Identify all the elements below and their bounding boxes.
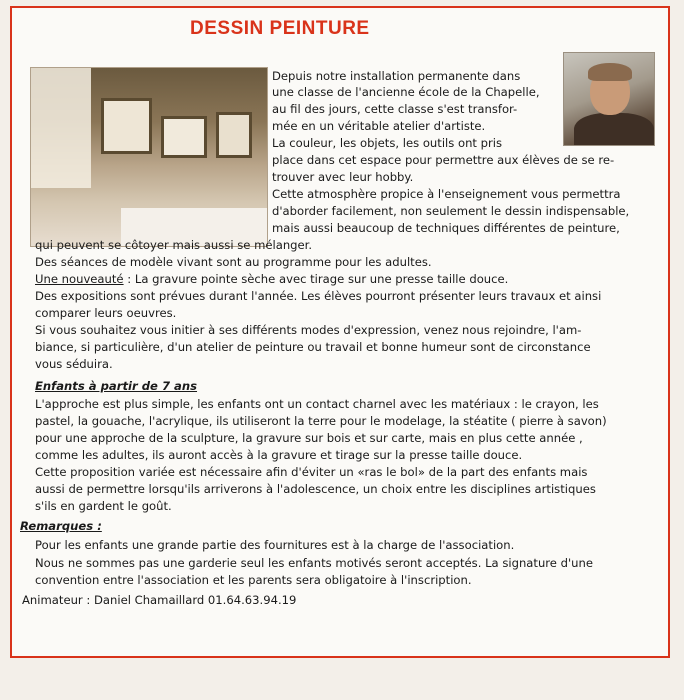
enfants-line: comme les adultes, ils auront accès à la gravure et tirage sur la presse taille douce. [35, 448, 523, 462]
body-line: Si vous souhaitez vous initier à ses différents modes d'expression, venez nous rejoindre, l'am- [35, 323, 582, 337]
nouveaute-line [35, 271, 508, 287]
enfants-line: pour une approche de la sculpture, la gravure sur bois et sur carte, mais en plus cette année , [35, 431, 583, 445]
intro-line: La couleur, les objets, les outils ont pris [272, 136, 503, 150]
body-line: Des séances de modèle vivant sont au programme pour les adultes. [35, 255, 432, 269]
easel-painting [216, 112, 252, 158]
remarques-line: Nous ne sommes pas une garderie seul les enfants motivés seront acceptés. La signature d'une [35, 556, 593, 570]
animator-portrait [563, 52, 655, 146]
enfants-line: L'approche est plus simple, les enfants ont un contact charnel avec les matériaux : le crayon, les [35, 397, 599, 411]
enfants-heading: Enfants à partir de 7 ans [35, 379, 198, 393]
page-title: DESSIN PEINTURE [190, 18, 370, 39]
enfants-line: s'ils en gardent le goût. [35, 499, 172, 513]
portrait-hair [588, 63, 632, 81]
remarques-heading: Remarques : [20, 519, 102, 533]
intro-line: Depuis notre installation permanente dans [272, 69, 521, 83]
remarques-line: Pour les enfants une grande partie des fournitures est à la charge de l'association. [35, 538, 515, 552]
enfants-line: Cette proposition variée est nécessaire afin d'éviter un «ras le bol» de la part des enfants mais [35, 465, 588, 479]
body-line: qui peuvent se côtoyer mais aussi se mélanger. [35, 238, 313, 252]
intro-line: au fil des jours, cette classe s'est transfor- [272, 102, 518, 116]
nouveaute-text: : La gravure pointe sèche avec tirage sur une presse taille douce. [123, 272, 509, 286]
body-line: comparer leurs oeuvres. [35, 306, 177, 320]
enfants-line: aussi de permettre lorsqu'ils arriverons à l'adolescence, un choix entre les disciplines artistiques [35, 482, 596, 496]
atelier-photo [30, 67, 268, 247]
easel-painting [161, 116, 207, 158]
body-line: Des expositions sont prévues durant l'année. Les élèves pourront présenter leurs travaux et ainsi [35, 289, 602, 303]
intro-line: mée en un véritable atelier d'artiste. [272, 119, 486, 133]
body-line: biance, si particulière, d'un atelier de peinture ou travail et bonne humeur sont de circonstance [35, 340, 591, 354]
body-line: vous séduira. [35, 357, 113, 371]
portrait-body [574, 113, 654, 146]
intro-line: d'aborder facilement, non seulement le dessin indispensable, [272, 204, 630, 218]
intro-line: Cette atmosphère propice à l'enseignement vous permettra [272, 187, 621, 201]
animateur-contact: Animateur : Daniel Chamaillard 01.64.63.94.19 [22, 593, 297, 607]
window-light [31, 68, 91, 188]
intro-line: mais aussi beaucoup de techniques différentes de peinture, [272, 221, 620, 235]
easel-painting [101, 98, 152, 154]
intro-line: trouver avec leur hobby. [272, 170, 414, 184]
enfants-line: pastel, la gouache, l'acrylique, ils utiliseront la terre pour le modelage, la stéatite ( pierre à savon) [35, 414, 607, 428]
remarques-line: convention entre l'association et les parents sera obligatoire à l'inscription. [35, 573, 472, 587]
intro-line: place dans cet espace pour permettre aux élèves de se re- [272, 153, 615, 167]
nouveaute-label: Une nouveauté [35, 272, 124, 286]
intro-line: une classe de l'ancienne école de la Chapelle, [272, 85, 540, 99]
